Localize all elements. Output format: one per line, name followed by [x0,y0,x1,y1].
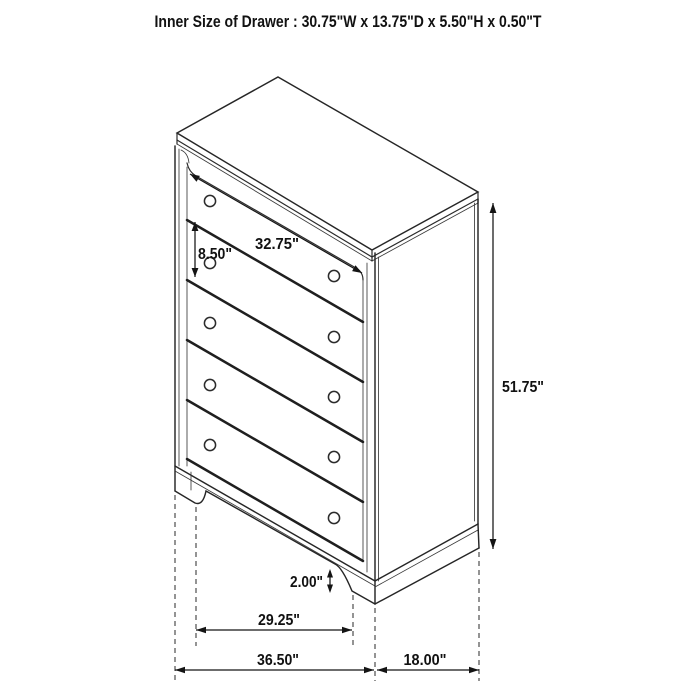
chest-base [175,466,479,604]
chest-top-face [177,77,478,261]
arrowhead [469,667,479,673]
knob-drawer1-left [204,195,215,206]
diagram-title: Inner Size of Drawer : 30.75"W x 13.75"D x 5.50"H x 0.50"T [154,13,542,31]
arrowhead [364,667,374,673]
arrowhead [342,627,352,633]
chest-side-face [375,199,478,581]
arrowhead [196,627,206,633]
left-stile-cove [181,150,189,163]
base-top-edge [175,466,375,581]
arrowhead [192,268,199,277]
knob-drawer5-right [328,512,339,523]
dim-overall-depth-label: 18.00" [403,652,447,669]
knob-drawer4-left [204,379,215,390]
knob-drawer3-left [204,317,215,328]
drawer-separator-4 [187,400,363,502]
dim-drawer-height-label: 8.50" [198,246,232,263]
dim-drawer-width-label: 32.75" [255,236,299,253]
dim-overall-depth [377,652,479,673]
dim-overall-height-label: 51.75" [502,379,544,396]
dim-overall-height [490,203,544,549]
base-side-bottom-edge [375,548,479,604]
arrowhead [327,569,333,578]
arrowhead [490,203,497,213]
base-bottom-arched-edge [175,491,375,604]
arrowhead [377,667,387,673]
knob-drawer1-right [328,270,339,281]
knob-drawer3-right [328,391,339,402]
arrowhead [190,174,200,182]
base-side-right-edge [478,524,479,548]
dim-base-inner-width [196,612,352,633]
drawer-separator-2 [187,280,363,382]
dim-base-inner-width-label: 29.25" [258,612,300,629]
arrowhead [175,667,185,673]
base-molding-line [175,471,375,586]
drawer-separator-3 [187,340,363,442]
dim-overall-width [175,652,374,673]
dim-base-height-label: 2.00" [290,574,323,591]
base-side-molding-line [375,530,478,587]
arrowhead [490,539,497,549]
arrowhead [327,585,333,594]
base-side-top-edge [375,524,478,581]
chest-drawing [175,77,479,604]
dim-base-height [290,569,333,593]
top-edge-molding [177,144,478,261]
knob-drawer4-right [328,451,339,462]
knob-drawer5-left [204,439,215,450]
knob-drawer2-right [328,331,339,342]
dim-overall-width-label: 36.50" [257,652,299,669]
drawer-separator-5 [187,459,363,561]
